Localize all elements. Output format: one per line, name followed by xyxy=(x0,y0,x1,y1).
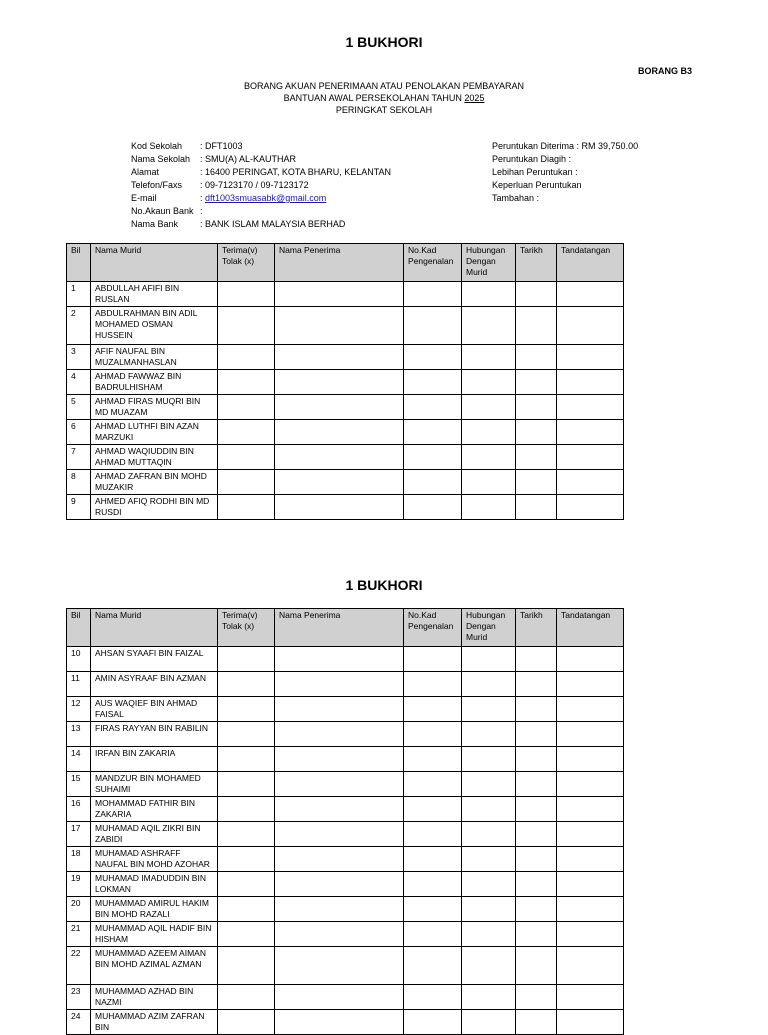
table-row xyxy=(67,772,624,797)
cell-tandatangan[interactable] xyxy=(557,345,624,370)
cell-terima-tolak[interactable] xyxy=(218,495,275,520)
table-header-row xyxy=(67,244,624,282)
cell-hubungan[interactable] xyxy=(462,420,516,445)
cell-nama-murid: MUHAMMAD AQIL HADIF BIN HISHAM xyxy=(91,922,218,947)
cell-hubungan[interactable] xyxy=(462,445,516,470)
cell-bil: 7 xyxy=(67,445,91,470)
cell-no-kad[interactable] xyxy=(404,395,462,420)
cell-hubungan[interactable] xyxy=(462,697,516,722)
cell-no-kad[interactable] xyxy=(404,985,462,1010)
cell-tandatangan[interactable] xyxy=(557,947,624,985)
cell-bil: 15 xyxy=(67,772,91,797)
cell-hubungan[interactable] xyxy=(462,1010,516,1035)
cell-terima-tolak[interactable] xyxy=(218,672,275,697)
cell-hubungan[interactable] xyxy=(462,872,516,897)
cell-tandatangan[interactable] xyxy=(557,797,624,822)
cell-nama-penerima[interactable] xyxy=(275,922,404,947)
cell-bil: 5 xyxy=(67,395,91,420)
cell-terima-tolak[interactable] xyxy=(218,647,275,672)
cell-bil: 16 xyxy=(67,797,91,822)
cell-bil: 3 xyxy=(67,345,91,370)
cell-nama-murid: MUHAMAD IMADUDDIN BIN LOKMAN xyxy=(91,872,218,897)
cell-nama-murid: MUHAMMAD AZHAD BIN NAZMI xyxy=(91,985,218,1010)
cell-tarikh[interactable] xyxy=(516,897,557,922)
cell-bil: 10 xyxy=(67,647,91,672)
cell-hubungan[interactable] xyxy=(462,747,516,772)
table-row xyxy=(67,722,624,747)
cell-hubungan[interactable] xyxy=(462,897,516,922)
cell-tandatangan[interactable] xyxy=(557,697,624,722)
cell-no-kad[interactable] xyxy=(404,307,462,345)
cell-nama-murid: MUHAMMAD AZEEM AIMAN BIN MOHD AZIMAL AZMAN xyxy=(91,947,218,985)
info-row-email: E-mail : dft1003smuasabk@gmail.com xyxy=(131,193,327,203)
table-row xyxy=(67,445,624,470)
allocation-info xyxy=(492,140,638,205)
cell-terima-tolak[interactable] xyxy=(218,395,275,420)
cell-bil: 14 xyxy=(67,747,91,772)
cell-tarikh[interactable] xyxy=(516,747,557,772)
table-row xyxy=(67,1010,624,1035)
cell-nama-penerima[interactable] xyxy=(275,897,404,922)
cell-nama-penerima[interactable] xyxy=(275,470,404,495)
cell-tandatangan[interactable] xyxy=(557,822,624,847)
cell-hubungan[interactable] xyxy=(462,722,516,747)
cell-bil: 4 xyxy=(67,370,91,395)
cell-no-kad[interactable] xyxy=(404,772,462,797)
header-tarikh: Tarikh xyxy=(516,609,557,647)
table-row xyxy=(67,797,624,822)
cell-nama-penerima[interactable] xyxy=(275,282,404,307)
cell-tandatangan[interactable] xyxy=(557,847,624,872)
cell-terima-tolak[interactable] xyxy=(218,922,275,947)
cell-tandatangan[interactable] xyxy=(557,672,624,697)
cell-nama-murid: MANDZUR BIN MOHAMED SUHAIMI xyxy=(91,772,218,797)
cell-bil: 11 xyxy=(67,672,91,697)
cell-terima-tolak[interactable] xyxy=(218,985,275,1010)
cell-tarikh[interactable] xyxy=(516,647,557,672)
cell-no-kad[interactable] xyxy=(404,345,462,370)
cell-bil: 23 xyxy=(67,985,91,1010)
cell-tandatangan[interactable] xyxy=(557,495,624,520)
cell-bil: 22 xyxy=(67,947,91,985)
header-no-kad: No.Kad Pengenalan xyxy=(404,609,462,647)
cell-nama-penerima[interactable] xyxy=(275,672,404,697)
cell-tandatangan[interactable] xyxy=(557,897,624,922)
cell-nama-murid: IRFAN BIN ZAKARIA xyxy=(91,747,218,772)
header-hubungan: Hubungan Dengan Murid xyxy=(462,609,516,647)
cell-terima-tolak[interactable] xyxy=(218,697,275,722)
cell-bil: 12 xyxy=(67,697,91,722)
cell-no-kad[interactable] xyxy=(404,872,462,897)
cell-no-kad[interactable] xyxy=(404,947,462,985)
cell-bil: 9 xyxy=(67,495,91,520)
cell-nama-penerima[interactable] xyxy=(275,797,404,822)
cell-nama-murid: FIRAS RAYYAN BIN RABILIN xyxy=(91,722,218,747)
heading-year: 2025 xyxy=(464,93,485,103)
cell-tandatangan[interactable] xyxy=(557,1010,624,1035)
cell-nama-penerima[interactable] xyxy=(275,420,404,445)
cell-tarikh[interactable] xyxy=(516,697,557,722)
cell-bil: 2 xyxy=(67,307,91,345)
table-row xyxy=(67,897,624,922)
cell-no-kad[interactable] xyxy=(404,282,462,307)
cell-tandatangan[interactable] xyxy=(557,307,624,345)
cell-terima-tolak[interactable] xyxy=(218,1010,275,1035)
table-row xyxy=(67,822,624,847)
header-bil: Bil xyxy=(67,609,91,647)
cell-no-kad[interactable] xyxy=(404,420,462,445)
cell-nama-penerima[interactable] xyxy=(275,345,404,370)
cell-tandatangan[interactable] xyxy=(557,282,624,307)
cell-nama-penerima[interactable] xyxy=(275,370,404,395)
header-nama-penerima: Nama Penerima xyxy=(275,609,404,647)
cell-nama-murid: AHMAD FIRAS MUQRI BIN MD MUAZAM xyxy=(91,395,218,420)
cell-hubungan[interactable] xyxy=(462,822,516,847)
student-table-1 xyxy=(66,243,624,520)
cell-hubungan[interactable] xyxy=(462,395,516,420)
cell-terima-tolak[interactable] xyxy=(218,445,275,470)
cell-no-kad[interactable] xyxy=(404,697,462,722)
page-title-2: 1 BUKHORI xyxy=(345,577,423,593)
cell-terima-tolak[interactable] xyxy=(218,897,275,922)
cell-tarikh[interactable] xyxy=(516,797,557,822)
cell-nama-penerima[interactable] xyxy=(275,772,404,797)
table-row xyxy=(67,985,624,1010)
info-row-akaun: No.Akaun Bank : xyxy=(131,206,203,216)
cell-bil: 6 xyxy=(67,420,91,445)
cell-no-kad[interactable] xyxy=(404,922,462,947)
table-row xyxy=(67,495,624,520)
cell-tandatangan[interactable] xyxy=(557,985,624,1010)
header-nama-murid: Nama Murid xyxy=(91,244,218,282)
cell-bil: 18 xyxy=(67,847,91,872)
info-row-nama: Nama Sekolah : SMU(A) AL-KAUTHAR xyxy=(131,154,297,164)
email-link[interactable]: dft1003smuasabk@gmail.com xyxy=(205,193,327,203)
cell-nama-murid: AHMAD WAQIUDDIN BIN AHMAD MUTTAQIN xyxy=(91,445,218,470)
cell-nama-murid: MUHAMAD ASHRAFF NAUFAL BIN MOHD AZOHAR xyxy=(91,847,218,872)
info-row-bank: Nama Bank : BANK ISLAM MALAYSIA BERHAD xyxy=(131,219,346,229)
cell-tarikh[interactable] xyxy=(516,345,557,370)
cell-tandatangan[interactable] xyxy=(557,722,624,747)
cell-hubungan[interactable] xyxy=(462,282,516,307)
cell-no-kad[interactable] xyxy=(404,445,462,470)
cell-bil: 19 xyxy=(67,872,91,897)
cell-nama-penerima[interactable] xyxy=(275,985,404,1010)
cell-nama-penerima[interactable] xyxy=(275,395,404,420)
cell-terima-tolak[interactable] xyxy=(218,370,275,395)
cell-hubungan[interactable] xyxy=(462,772,516,797)
cell-hubungan[interactable] xyxy=(462,672,516,697)
school-info xyxy=(131,140,391,231)
cell-terima-tolak[interactable] xyxy=(218,822,275,847)
header-tandatangan: Tandatangan xyxy=(557,609,624,647)
cell-hubungan[interactable] xyxy=(462,922,516,947)
cell-hubungan[interactable] xyxy=(462,345,516,370)
allocation-additional: Tambahan : xyxy=(492,193,540,203)
cell-nama-penerima[interactable] xyxy=(275,872,404,897)
cell-no-kad[interactable] xyxy=(404,797,462,822)
cell-no-kad[interactable] xyxy=(404,672,462,697)
cell-no-kad[interactable] xyxy=(404,495,462,520)
cell-hubungan[interactable] xyxy=(462,470,516,495)
info-row-alamat: Alamat : 16400 PERINGAT, KOTA BHARU, KELANTAN xyxy=(131,167,392,177)
cell-tandatangan[interactable] xyxy=(557,370,624,395)
cell-nama-murid: AFIF NAUFAL BIN MUZALMANHASLAN xyxy=(91,345,218,370)
cell-hubungan[interactable] xyxy=(462,797,516,822)
table-row xyxy=(67,947,624,985)
header-terima-tolak: Terima(v) Tolak (x) xyxy=(218,609,275,647)
cell-terima-tolak[interactable] xyxy=(218,420,275,445)
page-title: 1 BUKHORI xyxy=(345,34,423,50)
table-row xyxy=(67,672,624,697)
cell-no-kad[interactable] xyxy=(404,647,462,672)
cell-hubungan[interactable] xyxy=(462,307,516,345)
cell-tarikh[interactable] xyxy=(516,282,557,307)
cell-nama-penerima[interactable] xyxy=(275,847,404,872)
cell-nama-murid: AUS WAQIEF BIN AHMAD FAISAL xyxy=(91,697,218,722)
cell-tarikh[interactable] xyxy=(516,872,557,897)
header-nama-penerima: Nama Penerima xyxy=(275,244,404,282)
cell-terima-tolak[interactable] xyxy=(218,847,275,872)
cell-tarikh[interactable] xyxy=(516,722,557,747)
cell-nama-penerima[interactable] xyxy=(275,445,404,470)
info-row-telefon: Telefon/Faxs : 09-7123170 / 09-7123172 xyxy=(131,180,309,190)
table-row xyxy=(67,922,624,947)
cell-nama-murid: MUHAMAD AQIL ZIKRI BIN ZABIDI xyxy=(91,822,218,847)
cell-nama-murid: AMIN ASYRAAF BIN AZMAN xyxy=(91,672,218,697)
cell-tarikh[interactable] xyxy=(516,1010,557,1035)
cell-tandatangan[interactable] xyxy=(557,420,624,445)
cell-terima-tolak[interactable] xyxy=(218,722,275,747)
table-row xyxy=(67,395,624,420)
cell-no-kad[interactable] xyxy=(404,470,462,495)
cell-nama-penerima[interactable] xyxy=(275,747,404,772)
cell-nama-penerima[interactable] xyxy=(275,307,404,345)
cell-no-kad[interactable] xyxy=(404,722,462,747)
cell-nama-murid: AHMAD FAWWAZ BIN BADRULHISHAM xyxy=(91,370,218,395)
heading-line-2: BANTUAN AWAL PERSEKOLAHAN TAHUN 2025 xyxy=(283,93,485,103)
cell-nama-murid: MUHAMMAD AMIRUL HAKIM BIN MOHD RAZALI xyxy=(91,897,218,922)
cell-bil: 21 xyxy=(67,922,91,947)
cell-nama-murid: ABDULRAHMAN BIN ADIL MOHAMED OSMAN HUSSEIN xyxy=(91,307,218,345)
allocation-received: Peruntukan Diterima : RM 39,750.00 xyxy=(492,141,639,151)
cell-terima-tolak[interactable] xyxy=(218,345,275,370)
cell-tarikh[interactable] xyxy=(516,420,557,445)
table-row xyxy=(67,872,624,897)
cell-tarikh[interactable] xyxy=(516,822,557,847)
cell-bil: 8 xyxy=(67,470,91,495)
cell-tandatangan[interactable] xyxy=(557,445,624,470)
cell-nama-penerima[interactable] xyxy=(275,722,404,747)
allocation-surplus: Lebihan Peruntukan : xyxy=(492,167,578,177)
cell-tarikh[interactable] xyxy=(516,370,557,395)
cell-terima-tolak[interactable] xyxy=(218,872,275,897)
cell-terima-tolak[interactable] xyxy=(218,947,275,985)
cell-no-kad[interactable] xyxy=(404,1010,462,1035)
header-hubungan: Hubungan Dengan Murid xyxy=(462,244,516,282)
info-row-kod: Kod Sekolah : DFT1003 xyxy=(131,141,243,151)
cell-hubungan[interactable] xyxy=(462,985,516,1010)
cell-tandatangan[interactable] xyxy=(557,470,624,495)
cell-tandatangan[interactable] xyxy=(557,747,624,772)
cell-nama-penerima[interactable] xyxy=(275,495,404,520)
cell-no-kad[interactable] xyxy=(404,847,462,872)
cell-hubungan[interactable] xyxy=(462,370,516,395)
cell-tarikh[interactable] xyxy=(516,395,557,420)
form-heading xyxy=(0,80,768,116)
table-row xyxy=(67,307,624,345)
cell-hubungan[interactable] xyxy=(462,495,516,520)
cell-terima-tolak[interactable] xyxy=(218,747,275,772)
table-row xyxy=(67,345,624,370)
cell-hubungan[interactable] xyxy=(462,647,516,672)
table-header-row xyxy=(67,609,624,647)
cell-tandatangan[interactable] xyxy=(557,872,624,897)
cell-bil: 13 xyxy=(67,722,91,747)
form-code: BORANG B3 xyxy=(638,66,693,76)
cell-terima-tolak[interactable] xyxy=(218,797,275,822)
table-row xyxy=(67,697,624,722)
cell-tarikh[interactable] xyxy=(516,470,557,495)
cell-hubungan[interactable] xyxy=(462,947,516,985)
cell-nama-penerima[interactable] xyxy=(275,947,404,985)
cell-tarikh[interactable] xyxy=(516,672,557,697)
table-row xyxy=(67,647,624,672)
cell-bil: 20 xyxy=(67,897,91,922)
cell-terima-tolak[interactable] xyxy=(218,307,275,345)
heading-line-1: BORANG AKUAN PENERIMAAN ATAU PENOLAKAN PEMBAYARAN xyxy=(244,81,524,91)
table-row xyxy=(67,370,624,395)
cell-nama-penerima[interactable] xyxy=(275,822,404,847)
header-nama-murid: Nama Murid xyxy=(91,609,218,647)
cell-terima-tolak[interactable] xyxy=(218,470,275,495)
cell-tarikh[interactable] xyxy=(516,947,557,985)
student-table-2 xyxy=(66,608,624,1035)
allocation-needed: Keperluan Peruntukan xyxy=(492,180,582,190)
cell-nama-murid: MUHAMMAD AZIM ZAFRAN BIN xyxy=(91,1010,218,1035)
heading-line-3: PERINGKAT SEKOLAH xyxy=(335,105,433,115)
table-row xyxy=(67,470,624,495)
cell-tarikh[interactable] xyxy=(516,772,557,797)
table-row xyxy=(67,747,624,772)
cell-terima-tolak[interactable] xyxy=(218,282,275,307)
cell-tarikh[interactable] xyxy=(516,847,557,872)
cell-tandatangan[interactable] xyxy=(557,922,624,947)
cell-no-kad[interactable] xyxy=(404,747,462,772)
cell-tandatangan[interactable] xyxy=(557,772,624,797)
table-row xyxy=(67,420,624,445)
cell-nama-murid: AHMED AFIQ RODHI BIN MD RUSDI xyxy=(91,495,218,520)
allocation-distributed: Peruntukan Diagih : xyxy=(492,154,572,164)
cell-nama-penerima[interactable] xyxy=(275,1010,404,1035)
cell-nama-murid: MOHAMMAD FATHIR BIN ZAKARIA xyxy=(91,797,218,822)
table-row xyxy=(67,847,624,872)
cell-tandatangan[interactable] xyxy=(557,647,624,672)
cell-bil: 24 xyxy=(67,1010,91,1035)
cell-tandatangan[interactable] xyxy=(557,395,624,420)
header-no-kad: No.Kad Pengenalan xyxy=(404,244,462,282)
cell-tarikh[interactable] xyxy=(516,985,557,1010)
cell-bil: 1 xyxy=(67,282,91,307)
header-terima-tolak: Terima(v) Tolak (x) xyxy=(218,244,275,282)
cell-nama-penerima[interactable] xyxy=(275,647,404,672)
cell-tarikh[interactable] xyxy=(516,495,557,520)
header-bil: Bil xyxy=(67,244,91,282)
cell-bil: 17 xyxy=(67,822,91,847)
table-row xyxy=(67,282,624,307)
cell-hubungan[interactable] xyxy=(462,847,516,872)
cell-nama-murid: AHMAD ZAFRAN BIN MOHD MUZAKIR xyxy=(91,470,218,495)
cell-nama-murid: ABDULLAH AFIFI BIN RUSLAN xyxy=(91,282,218,307)
cell-terima-tolak[interactable] xyxy=(218,772,275,797)
cell-tarikh[interactable] xyxy=(516,922,557,947)
cell-nama-penerima[interactable] xyxy=(275,697,404,722)
cell-no-kad[interactable] xyxy=(404,370,462,395)
cell-tarikh[interactable] xyxy=(516,307,557,345)
cell-nama-murid: AHMAD LUTHFI BIN AZAN MARZUKI xyxy=(91,420,218,445)
cell-no-kad[interactable] xyxy=(404,822,462,847)
cell-tarikh[interactable] xyxy=(516,445,557,470)
header-tandatangan: Tandatangan xyxy=(557,244,624,282)
cell-no-kad[interactable] xyxy=(404,897,462,922)
header-tarikh: Tarikh xyxy=(516,244,557,282)
cell-nama-murid: AHSAN SYAAFI BIN FAIZAL xyxy=(91,647,218,672)
